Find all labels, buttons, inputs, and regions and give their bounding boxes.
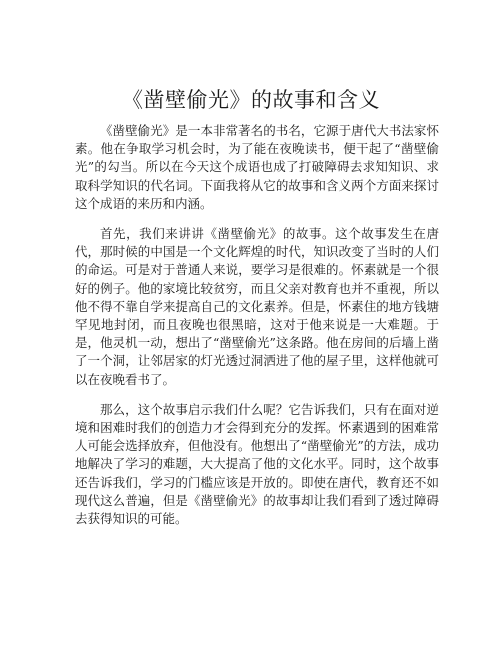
paragraph-intro: 《凿壁偷光》是一本非常著名的书名，它源于唐代大书法家怀素。他在争取学习机会时，为了能在夜晚读书，便干起了“凿壁偷光”的勾当。所以在今天这个成语也成了打破障碍去求知知识、求取科学知识的代名词。下面我将从它的故事和含义两个方面来探讨这个成语的来历和内涵。 [75, 123, 439, 211]
document-body [75, 122, 439, 534]
paragraph-story: 首先，我们来讲讲《凿壁偷光》的故事。这个故事发生在唐代，那时候的中国是一个文化辉煌的时代，知识改变了当时的人们的命运。可是对于普通人来说，要学习是很难的。怀素就是一个很好的例子。他的家境比较贫穷，而且父亲对教育也并不重视，所以他不得不靠自学来提高自己的文化素养。但是，怀素住的地方钱塘罕见地封闭，而且夜晚也很黑暗，这对于他来说是一大难题。于是，他灵机一动，想出了“凿壁偷光”这条路。他在房间的后墙上凿了一个洞，让邻居家的灯光透过洞洒进了他的屋子里，这样他就可以在夜晚看书了。 [75, 226, 439, 387]
paragraph-meaning: 那么，这个故事启示我们什么呢？它告诉我们，只有在面对逆境和困难时我们的创造力才会得到充分的发挥。怀素遇到的困难常人可能会选择放弃，但他没有。他想出了“凿壁偷光”的方法，成功地解决了学习的难题，大大提高了他的文化水平。同时，这个故事还告诉我们，学习的门槛应该是开放的。即使在唐代，教育还不如现代这么普遍，但是《凿壁偷光》的故事却让我们看到了透过障碍去获得知识的可能。 [75, 401, 439, 527]
document-title: 《凿壁偷光》的故事和含义 [122, 88, 380, 112]
